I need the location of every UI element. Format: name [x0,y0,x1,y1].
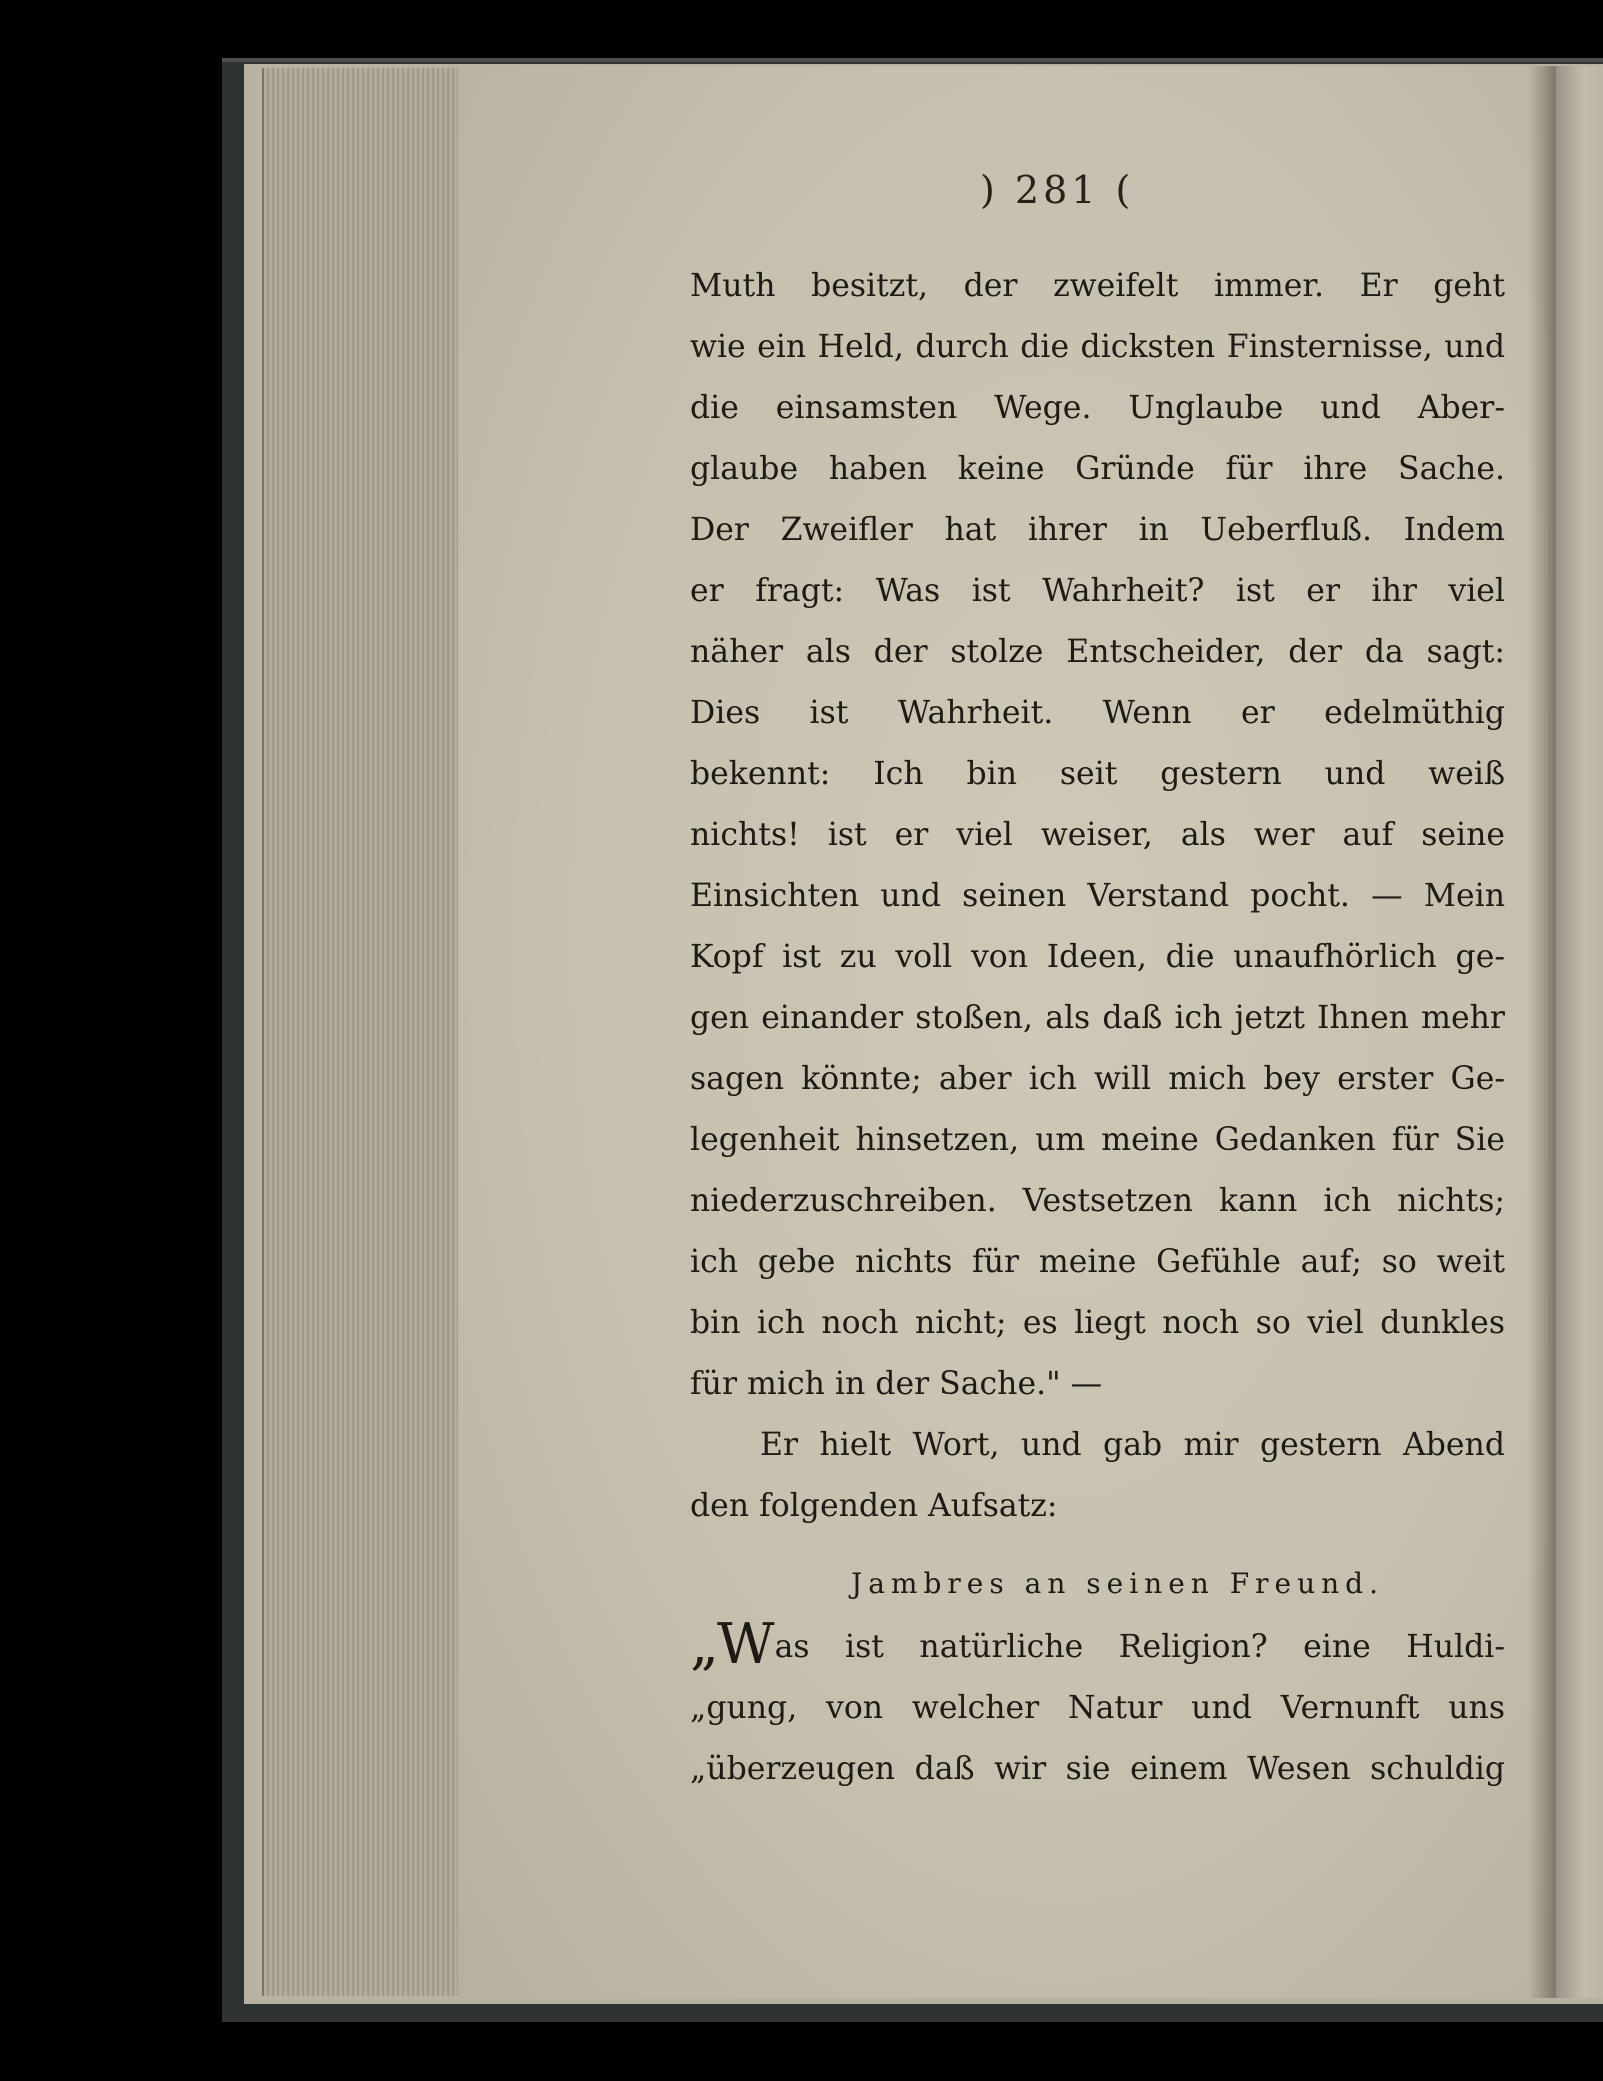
letter-first-line-text: as ist natürliche Religion? eine Huldi- [774,1629,1505,1665]
page-number: ) 281 ( [980,168,1135,212]
text-line: gen einander stoßen, als daß ich jetzt Ihnen mehr [690,1000,1505,1036]
text-line: für mich in der Sache." — [690,1366,1103,1402]
text-line: bin ich noch nicht; es liegt noch so viel dunkles [690,1305,1505,1341]
text-line: niederzuschreiben. Vestsetzen kann ich nichts; [690,1183,1505,1219]
text-line: Der Zweifler hat ihrer in Ueberfluß. Indem [690,512,1505,548]
text-line: Muth besitzt, der zweifelt immer. Er geht [690,268,1505,304]
page-edges [262,68,460,1996]
paragraph-line: Er hielt Wort, und gab mir gestern Abend [760,1427,1505,1463]
text-line: Einsichten und seinen Verstand pocht. — Mein [690,878,1505,914]
text-line: legenheit hinsetzen, um meine Gedanken für Sie [690,1122,1505,1158]
letter-line: „gung, von welcher Natur und Vernunft uns [690,1690,1505,1726]
facing-page-edge [1556,66,1603,1998]
body-text [690,256,1505,1800]
letter-heading: Jambres an seinen Freund. [851,1567,1384,1600]
text-line: nichts! ist er viel weiser, als wer auf seine [690,817,1505,853]
letter-line: „überzeugen daß wir sie einem Wesen schuldig [690,1751,1505,1787]
text-line: Kopf ist zu voll von Ideen, die unaufhörlich ge- [690,939,1505,975]
gutter-shadow [1528,66,1556,1998]
text-line: wie ein Held, durch die dicksten Finsternisse, und [690,329,1505,365]
text-line: er fragt: Was ist Wahrheit? ist er ihr viel [690,573,1505,609]
letter-first-line [690,1612,1505,1678]
text-line: näher als der stolze Entscheider, der da sagt: [690,634,1505,670]
text-line: Dies ist Wahrheit. Wenn er edelmüthig [690,695,1505,731]
text-line: sagen könnte; aber ich will mich bey erster Ge- [690,1061,1505,1097]
text-line: glaube haben keine Gründe für ihre Sache. [690,451,1505,487]
text-line: die einsamsten Wege. Unglaube und Aber- [690,390,1505,426]
spacer [690,1537,1505,1551]
drop-cap: „W [690,1612,775,1677]
text-line: ich gebe nichts für meine Gefühle auf; so weit [690,1244,1505,1280]
text-line: bekennt: Ich bin seit gestern und weiß [690,756,1505,792]
paragraph-line: den folgenden Aufsatz: [690,1488,1058,1524]
